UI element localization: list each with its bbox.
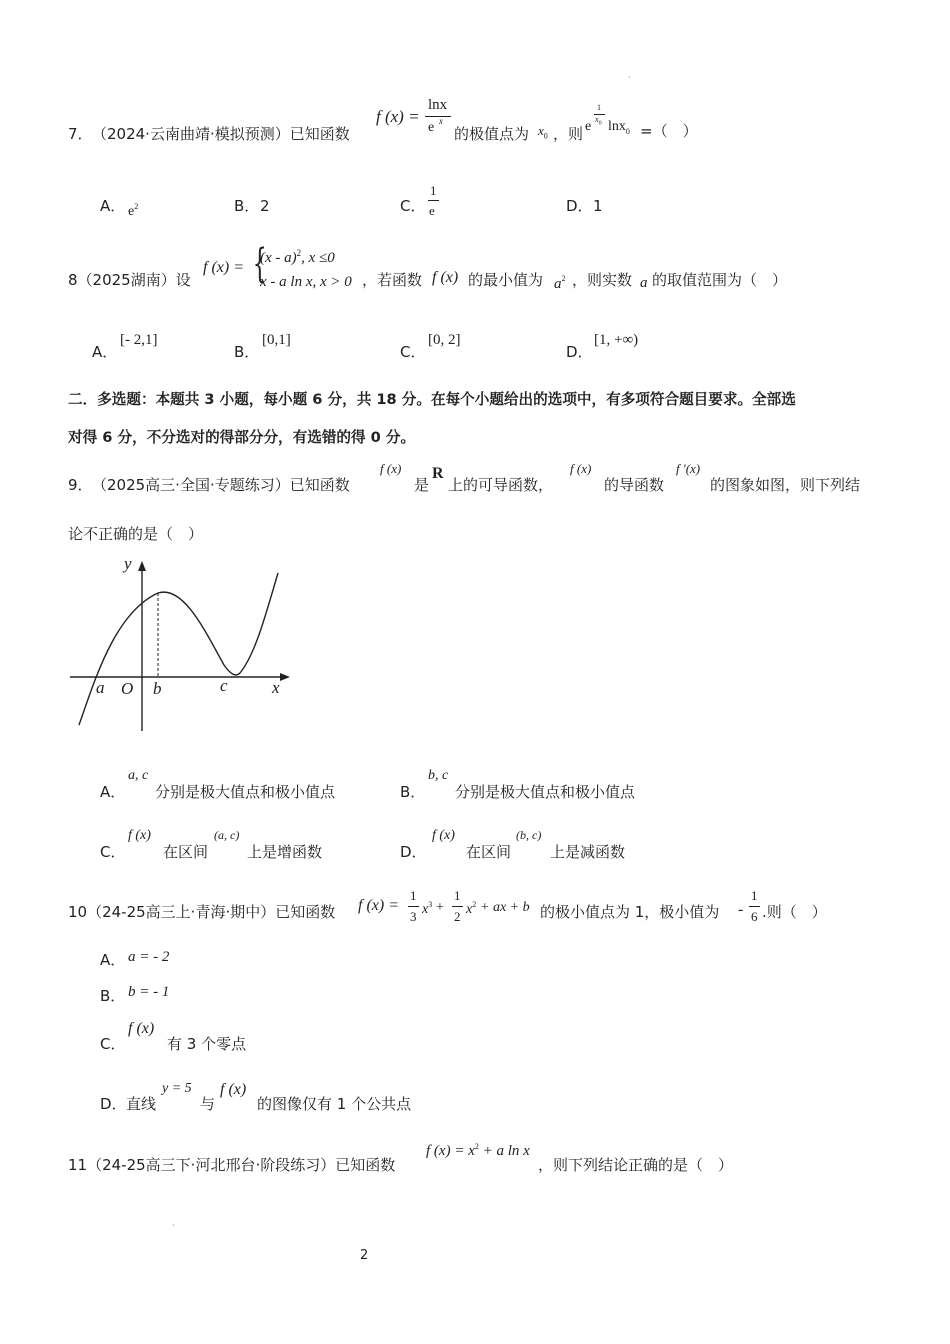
q10-text2: .则（ ） <box>762 903 827 921</box>
y-axis-arrow <box>138 561 146 571</box>
q9-option-a-math: a, c <box>128 768 149 783</box>
q10-option-c-math: f (x) <box>128 1020 155 1037</box>
q8-a: a <box>640 275 648 291</box>
graph-label-b: b <box>153 679 162 698</box>
q8-text2: 的最小值为 <box>468 271 544 289</box>
q8-option-a: [- 2,1] <box>120 332 158 348</box>
q7-text-then: ，则 <box>553 125 584 143</box>
q7-option-d-label: D． <box>566 197 593 215</box>
q9-text1: 上的可导函数， <box>448 476 554 494</box>
q11-func: f $(x) = x^2 + a$ ln x <box>426 1142 530 1159</box>
q10-func-lhs: f (x) = <box>358 897 399 914</box>
q10-option-b-label: B． <box>100 987 126 1005</box>
q8-a2: $a^2$ <box>554 274 566 292</box>
q9-number: 9． <box>68 476 93 494</box>
q8-case1: (x - a)$^2$, x ≤0 <box>260 248 335 266</box>
x-axis-arrow <box>280 673 290 681</box>
q9-option-a-text: 分别是极大值点和极小值点 <box>155 783 336 801</box>
q10-t2-num: 1 <box>454 888 461 903</box>
q11-number: 11（24-25高三下·河北邢台·阶段练习）已知函数 <box>68 1156 396 1174</box>
q10-neg: - <box>738 901 744 918</box>
q8-case2: x - a ln x, x > 0 <box>260 274 352 290</box>
graph-label-o: O <box>121 679 134 698</box>
q8-text4: 的取值范围为（ ） <box>652 271 788 289</box>
q7-option-a: $e^2$ <box>128 202 139 219</box>
q10-option-d-pre: 直线 <box>126 1095 157 1113</box>
q10-option-c-text: 有 3 个零点 <box>167 1035 247 1053</box>
q8-option-b: [0,1] <box>262 332 291 348</box>
q9-derivative-graph <box>66 553 296 733</box>
q7-expr-exp-den: $x_0$ <box>595 115 602 127</box>
q7-source: （2024·云南曲靖·模拟预测）已知函数 <box>92 125 350 143</box>
q9-text3: 的图象如图，则下列结 <box>710 476 861 494</box>
q9-option-d-interval: (b, c) <box>516 828 542 842</box>
q9-option-c-math: f (x) <box>128 828 151 843</box>
q7-option-d: 1 <box>593 197 603 215</box>
q10-option-b-math: b = - 1 <box>128 984 170 1000</box>
q7-x0: $x_0$ <box>538 123 548 141</box>
q9-f1: f (x) <box>380 461 402 476</box>
q7-option-a-label: A． <box>100 197 126 215</box>
q7-option-c-num: 1 <box>430 183 437 198</box>
q9-source: （2025高三·全国·专题练习）已知函数 <box>92 476 350 494</box>
q7-expr-eq: =（ ） <box>640 122 698 140</box>
q10-option-c-label: C． <box>100 1035 126 1053</box>
section-2-line1: 二．多选题：本题共 3 小题，每小题 6 分，共 18 分。在每个小题给出的选项中，有多项符合题目要求。全部选 <box>68 391 796 408</box>
q7-expr-base: e <box>585 119 592 134</box>
top-mark: · <box>628 73 631 83</box>
q9-option-d-math: f (x) <box>432 828 455 843</box>
q8-text1: ，若函数 <box>362 271 423 289</box>
q10-t1: $x^3$ <box>422 900 433 917</box>
q10-option-d-math: y = 5 <box>162 1081 192 1096</box>
page-number: 2 <box>360 1248 369 1263</box>
q7-frac-line <box>425 116 451 117</box>
q8-option-c: [0, 2] <box>428 332 461 348</box>
q7-frac-den: e <box>428 120 435 135</box>
q10-t3: + ax + b <box>480 900 530 915</box>
q10-option-a-math: a = - 2 <box>128 949 170 965</box>
q10-t1-den: 3 <box>410 909 417 924</box>
q7-x0-sub: 0 <box>543 131 548 141</box>
q10-option-a-label: A． <box>100 951 126 969</box>
graph-label-c: c <box>220 676 228 695</box>
q8-option-c-label: C． <box>400 343 426 361</box>
q10-text1: 的极小值点为 1，极小值为 <box>540 903 720 921</box>
q10-t1-line <box>408 906 419 907</box>
q9-option-c-label: C． <box>100 843 126 861</box>
q7-expr-tail: lnx$_0$ <box>608 119 630 136</box>
q8-text3: ，则实数 <box>572 271 633 289</box>
q9-option-d-label: D． <box>400 843 427 861</box>
q7-frac-num: lnx <box>428 97 448 113</box>
q9-option-c-interval: (a, c) <box>214 828 240 842</box>
q10-plus1: + <box>436 900 444 915</box>
q7-func-lhs: f (x) = <box>376 107 420 126</box>
q7-frac-den-exp: x <box>439 116 443 126</box>
q9-option-d-text: 上是减函数 <box>550 843 626 861</box>
q10-option-d-text: 的图像仅有 1 个公共点 <box>257 1095 412 1113</box>
q8-option-a-label: A． <box>92 343 118 361</box>
q10-option-d-math2: f (x) <box>220 1081 247 1098</box>
q10-t1-num: 1 <box>410 888 417 903</box>
q9-option-d-pre: 在区间 <box>466 843 512 861</box>
q11-text: ，则下列结论正确的是（ ） <box>538 1156 734 1174</box>
bottom-mark: · <box>172 1221 175 1231</box>
q9-line2: 论不正确的是（ ） <box>68 525 204 543</box>
q7-option-c-label: C． <box>400 197 426 215</box>
derivative-curve <box>79 573 278 725</box>
q10-v-num: 1 <box>751 888 758 903</box>
q9-is: 是 <box>414 476 430 494</box>
q8-option-d: [1, +∞) <box>594 332 639 348</box>
q7-option-b-label: B． <box>234 197 260 215</box>
q9-option-b-math: b, c <box>428 768 449 783</box>
q9-option-b-text: 分别是极大值点和极小值点 <box>455 783 636 801</box>
graph-x-label: x <box>272 678 280 697</box>
graph-label-a: a <box>96 678 105 697</box>
section-2-line2: 对得 6 分，不分选对的得部分分，有选错的得 0 分。 <box>68 429 416 446</box>
q10-t2-den: 2 <box>454 909 461 924</box>
q7-number: 7． <box>68 125 93 143</box>
q10-t2-line <box>452 906 463 907</box>
q8-option-d-label: D． <box>566 343 593 361</box>
q10-option-d-mid: 与 <box>200 1095 216 1113</box>
q9-option-b-label: B． <box>400 783 426 801</box>
q10-option-d-label: D． <box>100 1095 127 1113</box>
q7-text-mid: 的极值点为 <box>454 125 530 143</box>
q9-f3: f ′(x) <box>676 461 701 476</box>
q10-number: 10（24-25高三上·青海·期中）已知函数 <box>68 903 336 921</box>
q8-brace: { <box>252 241 267 287</box>
q8-option-b-label: B． <box>234 343 260 361</box>
q7-option-c-line <box>428 200 439 201</box>
q9-text2: 的导函数 <box>604 476 665 494</box>
q10-v-den: 6 <box>751 909 758 924</box>
graph-y-label: y <box>124 554 132 573</box>
q9-f2: f (x) <box>570 461 592 476</box>
q9-option-c-text: 上是增函数 <box>247 843 323 861</box>
q7-expr-exp-num: 1 <box>597 103 601 112</box>
q8-number: 8（2025湖南）设 <box>68 271 191 289</box>
q8-func-lhs: f (x) = <box>203 259 244 276</box>
q9-option-c-pre: 在区间 <box>163 843 209 861</box>
q7-option-b: 2 <box>260 197 270 215</box>
q9-R: R <box>432 465 444 482</box>
q9-option-a-label: A． <box>100 783 126 801</box>
q7-option-c-den: e <box>429 203 435 218</box>
q10-v-line <box>749 906 760 907</box>
q10-t2: $x^2$ <box>466 900 477 917</box>
q8-f: f (x) <box>432 269 459 286</box>
